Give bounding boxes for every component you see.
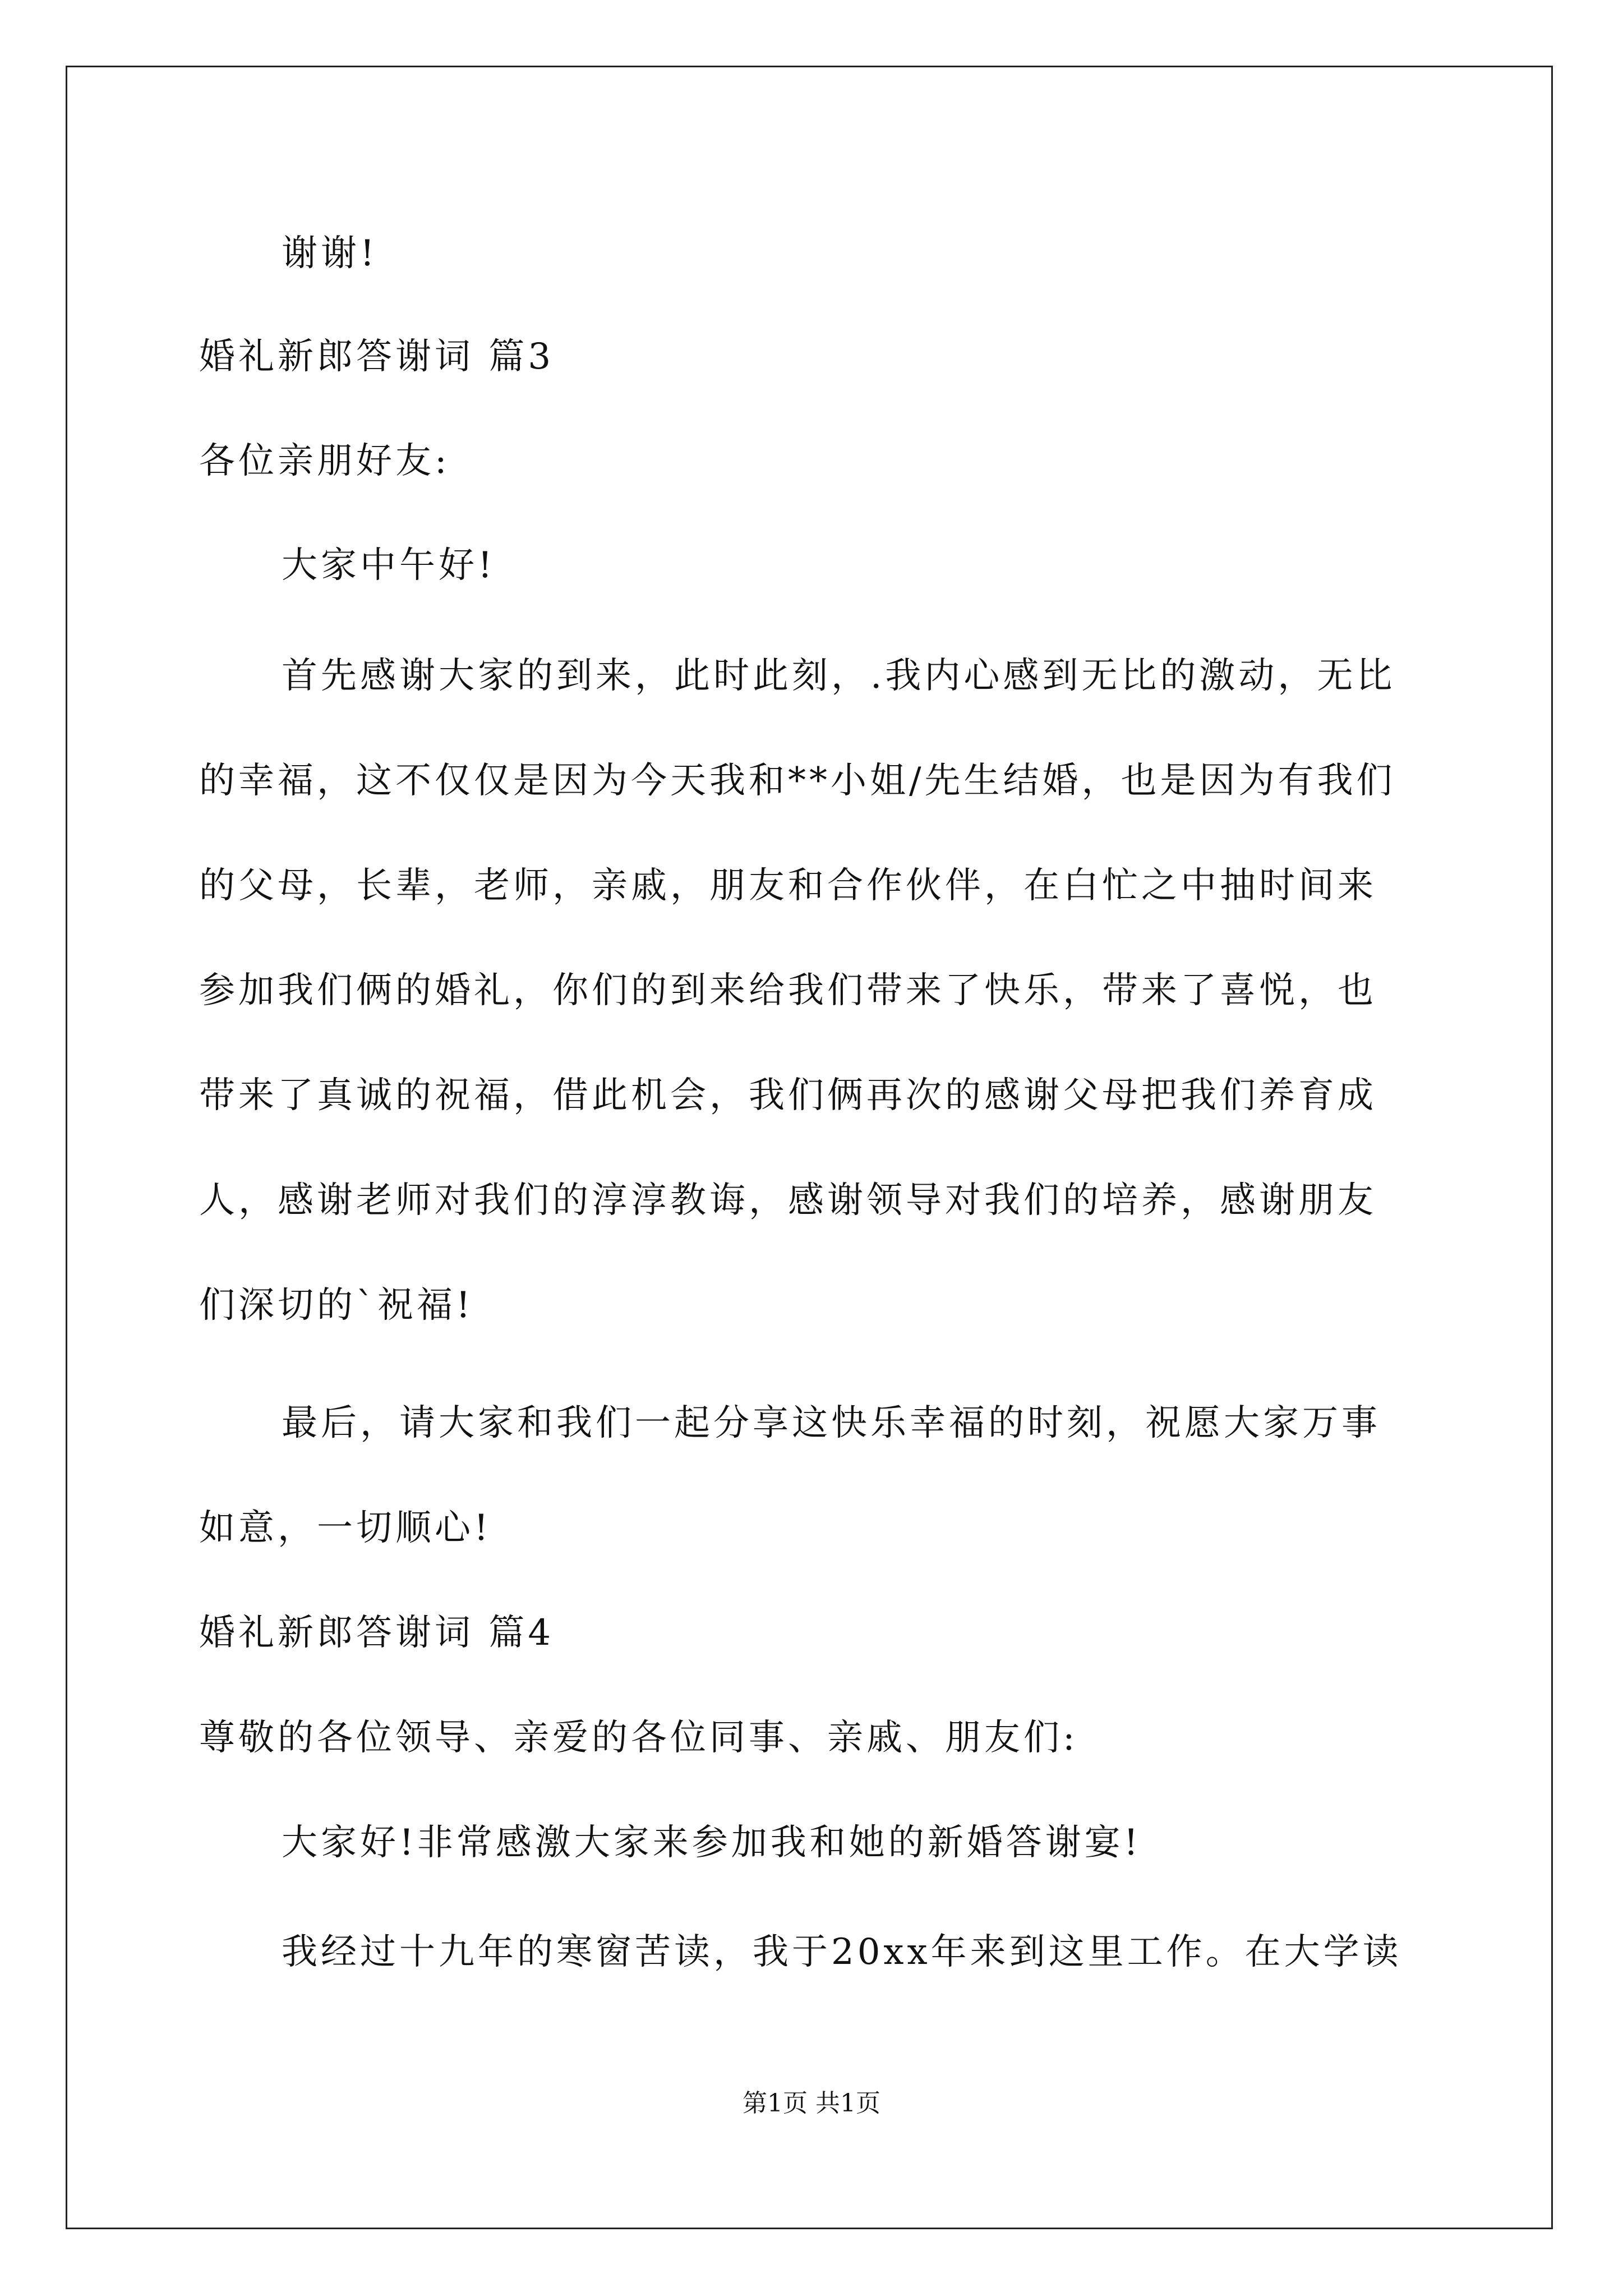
body-line: 的父母，长辈，老师，亲戚，朋友和合作伙伴，在白忙之中抽时间来 — [199, 865, 1377, 907]
greeting: 大家中午好! — [282, 545, 496, 586]
body-line: 首先感谢大家的到来，此时此刻，.我内心感到无比的激动，无比 — [282, 655, 1396, 697]
page-number: 第1页 共1页 — [743, 2089, 880, 2118]
section-heading-3: 婚礼新郎答谢词 篇3 — [199, 336, 555, 378]
page-border — [66, 66, 1553, 2229]
body-line: 人，感谢老师对我们的淳淳教诲，感谢领导对我们的培养，感谢朋友 — [199, 1180, 1377, 1221]
body-line: 参加我们俩的婚礼，你们的到来给我们带来了快乐，带来了喜悦，也 — [199, 970, 1377, 1011]
body-line: 们深切的`祝福! — [199, 1285, 474, 1326]
body-line: 如意，一切顺心! — [199, 1507, 492, 1549]
body-line: 最后，请大家和我们一起分享这快乐幸福的时刻，祝愿大家万事 — [282, 1402, 1381, 1444]
closing-thanks: 谢谢! — [282, 233, 378, 274]
section-heading-4: 婚礼新郎答谢词 篇4 — [199, 1612, 555, 1654]
salutation: 各位亲朋好友: — [199, 440, 450, 482]
salutation: 尊敬的各位领导、亲爱的各位同事、亲戚、朋友们: — [199, 1717, 1078, 1759]
body-line: 我经过十九年的寒窗苦读，我于20xx年来到这里工作。在大学读 — [282, 1931, 1402, 1973]
body-line: 带来了真诚的祝福，借此机会，我们俩再次的感谢父母把我们养育成 — [199, 1075, 1377, 1116]
greeting: 大家好!非常感激大家来参加我和她的新婚答谢宴! — [282, 1822, 1142, 1864]
body-line: 的幸福，这不仅仅是因为今天我和**小姐/先生结婚，也是因为有我们 — [199, 760, 1396, 802]
